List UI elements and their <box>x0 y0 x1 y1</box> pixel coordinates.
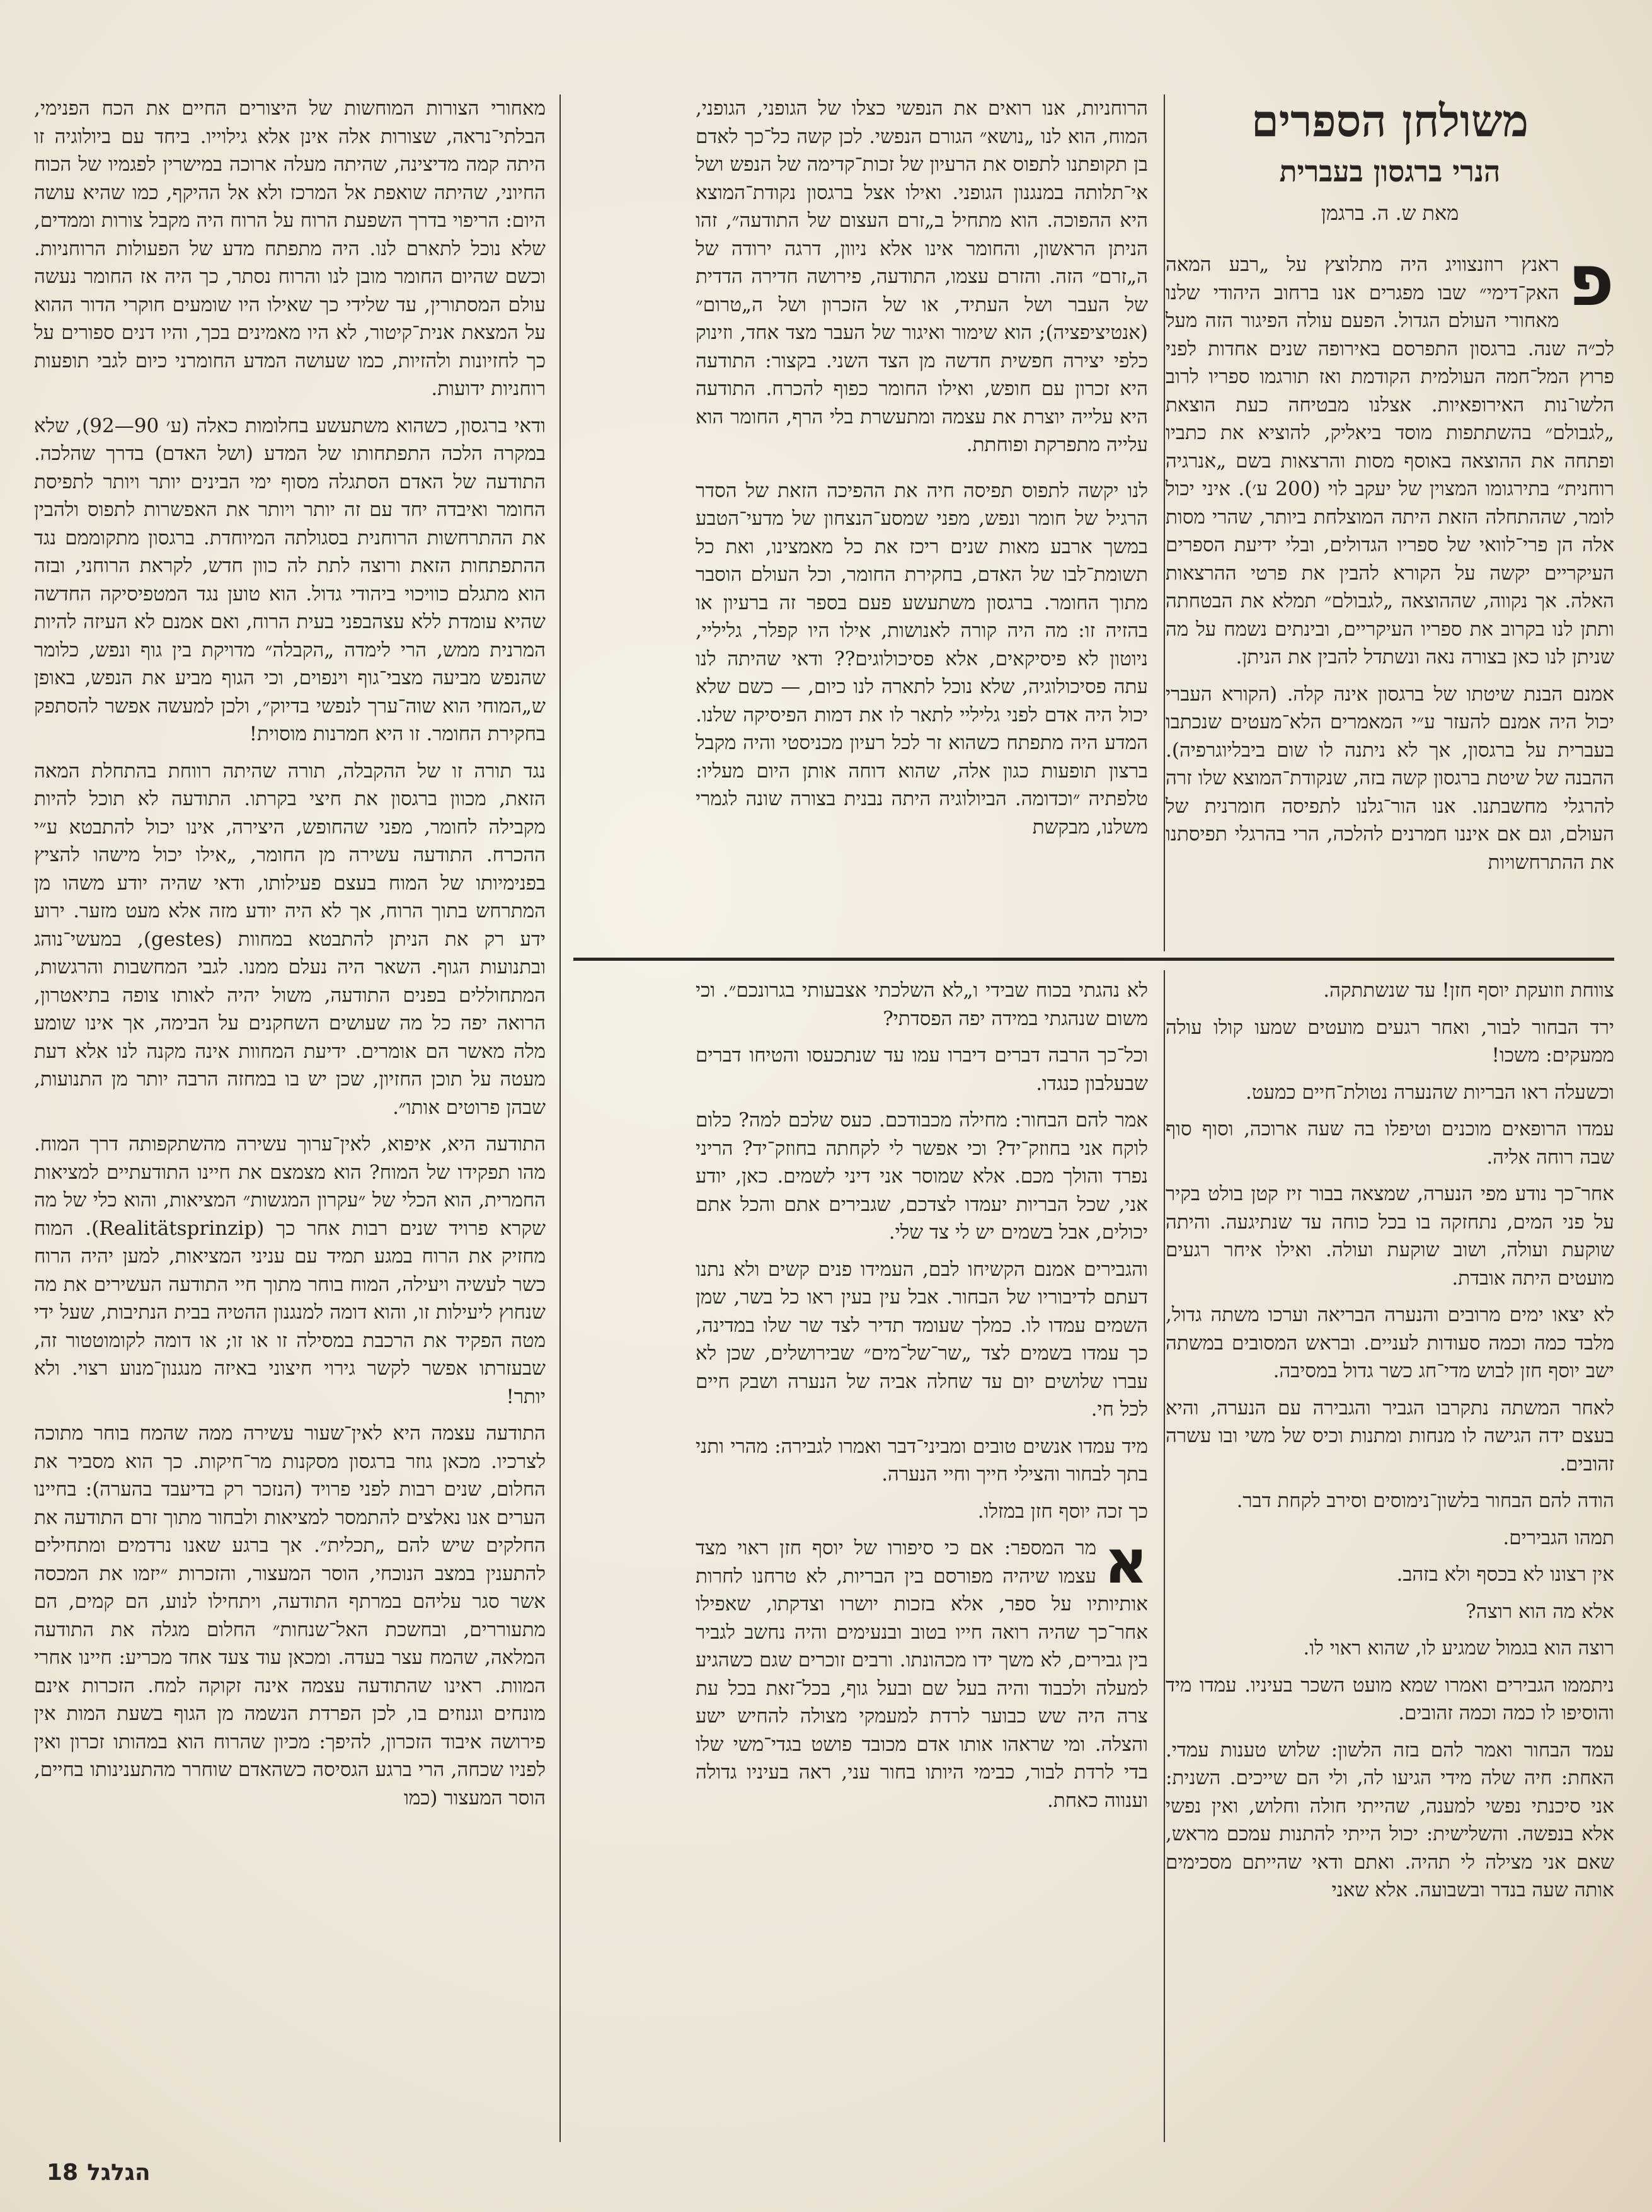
column-3 <box>34 95 546 2142</box>
column-rule <box>559 95 561 2142</box>
paragraph: רוצה הוא בגמול שמגיע לו, שהוא ראוי לו. <box>1303 1637 1614 1659</box>
page-number: 18 <box>47 2160 79 2186</box>
paragraph: נגד תורה זו של ההקבלה, תורה שהיתה רווחת בהתחלת המאה הזאת, מכוון ברגסון את חיצי בקרתו. התודעה לא תוכל להיות מקבילה לחומר, מפני שהחופש, היצירה, אינו יכול להתבטא ע״י ההכרח. התודעה עשירה מן החומר, „אילו יכול מישהו להציץ בפנימיותו של המוח בעצם פעילותו, ודאי שהיה יודע משהו מן המתרחש בתוך הרוח, אך לא היה יודע מזה אלא מעט מזער. ירוע ידע רק את הניתן להתבטא במחוות (gestes), במעשי־נוהג ובתנועות הגוף. השאר היה נעלם ממנו. לגבי המחשבות והרגשות, המתחוללים בפנים התודעה, משול יהיה לאותו צופה בתיאטרון, הרואה יפה כל מה שעושים השחקנים על הבימה, אך אינו שומע מלה מאשר הם אומרים. ידיעת המחוות אינה מקנה לנו אלא דעת מעטה על תוכן החזיון, שכן יש בו במחזה הרבה יותר מן התנועות, שבהן פרוטים אותו״. <box>34 759 546 1119</box>
paragraph: הרוחניות, אנו רואים את הנפשי כצלו של הגופני, הגופני, המוח, הוא לנו „נושא״ הגורם הנפשי. לכן קשה כל־כך לאדם בן תקופתנו לתפוס את הרעיון של זכות־קדימה של הנפש ושל אי־תלותה במנגנון הגופני. ואילו אצל ברגסון נקודת־המוצא היא ההפוכה. הוא מתחיל ב„זרם העצום של התודעה״, זהו הניתן הראשון, והחומר אינו אלא ניוון, דרגה ירודה של ה„זרם״ הזה. והזרם עצמו, התודעה, פירושה חדירה הדדית של העבר ושל העתיד, או של הזכרון ושל ה„טרום״ (אנטיציפציה); הוא שימור ואיגור של העבר מצד אחד, וזינוק כלפי יצירה חפשית חדשה מן הצד השני. בקצור: התודעה היא זכרון עם חופש, ואילו החומר כפוף להכרח. התודעה היא עלייה יוצרת את עצמה ומתעשרת בלי הרף, החומר הוא עלייה מתפרקת ופוחתת. <box>696 97 1148 456</box>
paragraph: לא נהגתי בכוח שבידי ו„לא השלכתי אצבעותי בגרונכם״. וכי משום שנהגתי במידה יפה הפסדתי? <box>696 979 1148 1030</box>
column-rule <box>1164 95 1165 951</box>
paragraph: מאחורי הצורות המוחשות של היצורים החיים את הכח הפנימי, הבלתי־נראה, שצורות אלה אינן אלא גילוייו. ביחד עם ביולוגיה זו היתה קמה מדיצינה, שהיתה מעלה ארוכה במישרין לפגמיו של הכוח החיוני, שהיתה שואפת אל המרכז ולא אל ההיקף, כמו שהיא עושה היום: הריפוי בדרך השפעת הרוח על הרוח היה מקבל צורות וממדים, שלא נוכל לתארם לנו. היה מתפתח מדע של הפעולות הרוחניות. וכשם שהיום החומר מובן לנו והרוח נסתר, כך היה אז החומר נעשה עולם המסתורין, עד שלידי כך שאילו היו שומעים חוקרי הדור ההוא על המצאת אנית־קיטור, לא היו מאמינים בכך, והיו דנים ספורים על כך לחזיונות ולהזיות, כמו שעושה המדע החומרני כיום לגבי תופעות רוחניות ידועות. <box>34 97 546 400</box>
paragraph: ניתממו הגבירים ואמרו שמא מועט השכר בעיניו. עמדו מיד והוסיפו לו כמה וכמה זהובים. <box>1166 1673 1614 1724</box>
column-2-top <box>696 95 1148 951</box>
paragraph: וכל־כך הרבה דברים דיברו עמו עד שנתכעסו והטיחו דברים שבעלבון כנגדו. <box>696 1044 1148 1095</box>
paragraph: כך זכה יוסף חזן במזלו. <box>977 1499 1148 1523</box>
column-2-bottom <box>696 977 1148 2148</box>
article-title: הנרי ברגסון בעברית <box>1279 154 1501 188</box>
paragraph: לאחר המשתה נתקרבו הגביר והגבירה עם הנערה, והיא בעצם ידה הגישה לו מנחות ומתנות וכיס של משי ובו עשרה זהובים. <box>1166 1396 1614 1476</box>
byline: מאת ש. ה. ברגמן <box>1321 201 1459 225</box>
paragraph: התודעה היא, איפוא, לאין־ערוך עשירה מהשתקפותה דרך המוח. מהו תפקידו של המוח? הוא מצמצם את חיינו התודעתיים למציאות החמרית, הוא הכלי של ״עקרון המגשות״ המציאות, והוא כלי של מה שקרא פרויד שנים רבות אחר כך (Realitätsprinzip). המוח מחזיק את הרוח במגע תמיד עם עניני המציאות, למען יהיה הרוח כשר לעשיה ויעילה, המוח בוחר מתוך חיי התודעה העשירים את מה שנחוץ ליעילות זו, והוא דומה למנגנון ההטיה בבית הנתיבות, שעל ידי מטה הפקיד את הרכבת במסילה זו או זו; או דומה לקומוטטור זה, שבעזרתו אפשר לקשר גירוי חיצוני באיזה מנגנון־מנוע רצוי. ולא יותר! <box>34 1133 546 1408</box>
paragraph: אחר־כך נודע מפי הנערה, שמצאה בבור זיז קטן בולט בקיר על פני המים, נתחזקה בו בכל כוחה עד שנתיגעה. והיתה שוקעת ועולה, ושוב שוקעת ועולה. ואילו איחר רגעים מועטים היתה אובדת. <box>1166 1183 1614 1290</box>
paragraph: אין רצונו לא בכסף ולא בזהב. <box>1396 1563 1614 1586</box>
magazine-name: הגלגל <box>87 2160 151 2186</box>
column-rule <box>1164 970 1165 2142</box>
paragraph <box>696 1527 1148 1814</box>
paragraph: אמנם הבנת שיטתו של ברגסון אינה קלה. (הקורא העברי יכול היה אמנם להעזר ע״י המאמרים הלא־מעטים שנכתבו בעברית על ברגסון, אך לא ניתנה לו שום ביבליוגרפיה). ההבנה של שיטת ברגסון קשה בזה, שנקודת־המוצא שלו זרה להרגלי מחשבתנו. אנו הור־גלנו לתפיסה חומרנית של העולם, וגם אם איננו חמרנים להלכה, הרי בהרגלי תפיסתנו את ההתרחשויות <box>1166 682 1614 874</box>
column-1-bottom <box>1166 977 1614 2148</box>
paragraph: צווחת וזועקת יוסף חזן! עד שנשתתקה. <box>1323 979 1614 1002</box>
paragraph: מיד עמדו אנשים טובים ומביני־דבר ואמרו לגבירה: מהרי ותני בתך לבחור והצילי חייך וחיי הנערה. <box>696 1435 1148 1486</box>
column-1-top <box>1166 251 1614 951</box>
paragraph: ודאי ברגסון, כשהוא משתעשע בחלומות כאלה (ע׳ 90—92), שלא במקרה הלכה התפתחותו של המדע (ושל האדם) בדרך שהלכה. התודעה של האדם הסתגלה מסוף ימי הבינים יותר ויותר לתפיסת החומר ואיבדה יחד עם זה יותר ויותר את האפשרות לתפוס ולהבין את ההתרחשות הרוחנית בסגולתה המיוחדת. ברגסון מתקוממם נגד ההתפתחות הזאת ורוצה לתת לה כוון חדש, לקראת הרוחני, ובזה הוא מתגלם כוויכוי ביהודי גדול. הוא טוען נגד המטפיסיקה החדשה שהיא עומדת ללא עצהבפני בעית הרוח, ואם אמנם לא העיזה להיות המרנית ממש, הרי לימדה „הקבלה״ מדויקת בין גוף ונפש, כלומר שהנפש מביעה מצבי־גוף וינפוים, וכי הגוף מביע את הנפש, באופן ש„המוחי הוא שוה־ערך לנפשי בדיוק״, ולכן למעשה אפשר להסתפק בחקירת החומר. זו היא חמרנות מוסוית! <box>34 414 546 745</box>
drop-cap: א <box>1104 1527 1148 1597</box>
paragraph: וכשעלה ראו הבריות שהנערה נטולת־חיים כמעט. <box>1246 1080 1614 1104</box>
paragraph <box>1166 251 1614 672</box>
paragraph: תמהו הגבירים. <box>1503 1526 1614 1549</box>
paragraph: עמדו הרופאים מוכנים וטיפלו בה שעה ארוכה, וסוף סוף שבה רוחה אליה. <box>1166 1118 1614 1169</box>
paragraph-text: ראנץ רוזנצוויג היה מתלוצץ על „רבע המאה האק־דימי״ שבו מפגרים אנו ברחוב היהודי שלנו מאחורי העולם הגדול. הפעם עולה הפיגור הזה מעל לכ״ה שנה. ברגסון התפרסם באירופה שנים אחדות לפני פרוץ המל־חמה העולמית הקודמת ואז תורגמו ספריו לרוב הלשו־נות האירופאיות. אצלנו מבטיחה כעת הוצאת „לגבולם״ בהשתתפות מוסד ביאליק, להוציא את כתביו ופתחה את ההוצאה באוסף מסות והרצאות בשם „אנרגיה רוחנית״ בתירגומו המצוין של יעקב לוי (200 ע׳). איני יכול לומר, שההתחלה הזאת היתה המוצלחת ביותר, שהרי מסות אלה הן פרי־לוואי של ספריו הגדולים, ובלי ידיעת הספרים העיקריים יקשה על הקורא להבין את פרטי ההרצאות האלה. אך נקווה, שההוצאה „לגבולם״ תמלא את הבטחתה ותתן לנו בקרוב את ספריו העיקריים, ובינתים נשמח על מה שניתן לנו כאן בצורה נאה ונשתדל להבין את הניתן. <box>1166 253 1614 668</box>
paragraph: לנו יקשה לתפוס תפיסה חיה את ההפיכה הזאת של הסדר הרגיל של חומר ונפש, מפני שמסע־הנצחון של מדעי־הטבע במשך ארבע מאות שנים ריכז את כל מאמצינו, ואת כל תשומת־לבו של האדם, בחקירת החומר, וכל העולם הוסבר מתוך החומר. ברגסון משתעשע פעם בספר זה ברעיון או בהזיה זו: מה היה קורה לאנושות, אילו היו קפלר, גליליי, ניוטון לא פיסיקאים, אלא פסיכולוגים?? ודאי שהיתה לנו עתה פסיכולוגיה, שלא נוכל לתארה לנו כיום, — כשם שלא יכול היה אדם לפני גליליי לתאר לו את דמות הפיסיקה שלנו. המדע היה מתפתח כשהוא זר לכל רעיון מכניסטי והיה מקבל ברצון תופעות כגון אלה, שהוא דוחה אותן היום מעליו: טלפתיה ״וכדומה. הביולוגיה היתה נבנית בצורה שונה לגמרי משלנו, מבקשת <box>696 479 1148 839</box>
paragraph: אלא מה הוא רוצה? <box>1466 1600 1614 1623</box>
paragraph: והגבירים אמנם הקשיחו לבם, העמידו פנים קשים ולא נתנו דעתם לדיבוריו של הבחור. אבל עין בעין ראו כל בשר, שמן השמים עמדו לו. כמלך שעומד תדיר לצד שר שלו במדינה, כך עמדו בשמים לצד „שר־של־מים״ שבירושלים, שכן לא עברו שלושים יום עד שחלה אביה של הנערה ושבק חיים לכל חי. <box>696 1258 1148 1421</box>
paragraph: התודעה עצמה היא לאין־שעור עשירה ממה שהמח בוחר מתוכה לצרכיו. מכאן גוזר ברגסון מסקנות מר־חיקות. כך הוא מסביר את החלום, שנים רבות לפני פרויד (הנזכר רק בדיעבד בהערה): בחיינו הערים אנו נאלצים להתמסר למציאות ולבחור מתוך זרם התודעה את החלקים שיש להם „תכלית״. אך ברגע שאנו נרדמים ומתחילים להתענין במצב הנוכחי, הוסר המעצור, והזכרות ״יזמו את המכסה אשר סגר עליהם במרתף התודעה, ויתחילו לנוע, הם קמים, הם מתעוררים, ובחשכת האל־שנחות״ החלום מגלה את התודעה המלאה, שהמח עצר בעדה. ומכאן עוד צעד אחד מכריע: חיינו אחרי המוות. ראינו שהתודעה עצמה אינה זקוקה למח. הזכרות אינם מונחים וגנוזים בו, לכן הפרדת הנשמה מן הגוף בשעת המות אין פירושה איבוד הזכרון, להיפך: מכיון שהרוח הוא במהותו זכרון ואין לפניו שכחה, הרי ברגע הגסיסה כשהאדם שוחרר מהתענינותו בחיים, הוסר המעצור (כמו <box>34 1422 546 1809</box>
section-divider <box>573 958 1614 961</box>
page-footer <box>38 2160 151 2186</box>
paragraph: ירד הבחור לבור, ואחר רגעים מועטים שמעו קולו עולה ממעקים: משכו! <box>1166 1016 1614 1067</box>
paragraph: אמר להם הבחור: מחילה מכבודכם. כעס שלכם למה? כלום לוקח אני בחוזק־יד? וכי אפשר לי לקחתה בחוזק־יד? הריני נפרד והולך מכם. אלא שמוסר אני דיני לשמים. כאן, יודע אני, שכל הבריות יעמדו לצדכם, שגבירים אתם והכל אתם יכולים, אבל בשמים יש לי צד שלי. <box>696 1109 1148 1244</box>
drop-cap: פ <box>1568 251 1614 322</box>
paragraph: הודה להם הבחור בלשון־נימוסים וסירב לקחת דבר. <box>1236 1489 1614 1512</box>
paragraph: לא יצאו ימים מרובים והנערה הבריאה וערכו משתה גדול, מלבד כמה וכמה סעודות לעניים. ובראש המסובים במשתה ישב יוסף חזן לבוש מדי־חג כשר גדול במסיבה. <box>1166 1304 1614 1382</box>
section-title: משולחן הספרים <box>1251 95 1529 147</box>
paragraph: עמד הבחור ואמר להם בזה הלשון: שלוש טענות עמדי. האחת: חיה שלה מידי הגיעו לה, ולי הם שייכים. השנית: אני סיכנתי נפשי למענה, שהייתי חולה וחלוש, ואין נפשי אלא בנפשה. והשלישית: יכול הייתי להתנות עמכם מראש, שאם אני מצילה לי תהיה. ואתם ודאי שהייתם מסכימים אותה שעה בנדר ובשבועה. אלא שאני <box>1166 1738 1614 1901</box>
paragraph-text: מר המספר: אם כי סיפורו של יוסף חזן ראוי מצד עצמו שיהיה מפורסם בין הבריות, לא טרחנו לחרות אותיותיו על ספר, אלא בזכות יושרו וצדקתו, שאפילו אחר־כך שהיה רואה חייו בטוב ובנעימים והיה נחשב לגביר בין גבירים, לא משך ידו מכהונתו. ורבים זוכרים שגם כשהגיע למעלה ולכבוד והיה בעל שם ובעל גוף, בכל־זאת בכל עת צרה היה שש כבוער לרדת למעמקי מצולה להחיש ישע והצלה. ומי שראהו אותו אדם מכובד פושט בגדי־משי שלו בדי לרדת לבור, כבימי היותו בחור עני, ראה בעיניו גדולה וענווה כאחת. <box>696 1537 1148 1812</box>
article-header <box>1166 95 1614 228</box>
